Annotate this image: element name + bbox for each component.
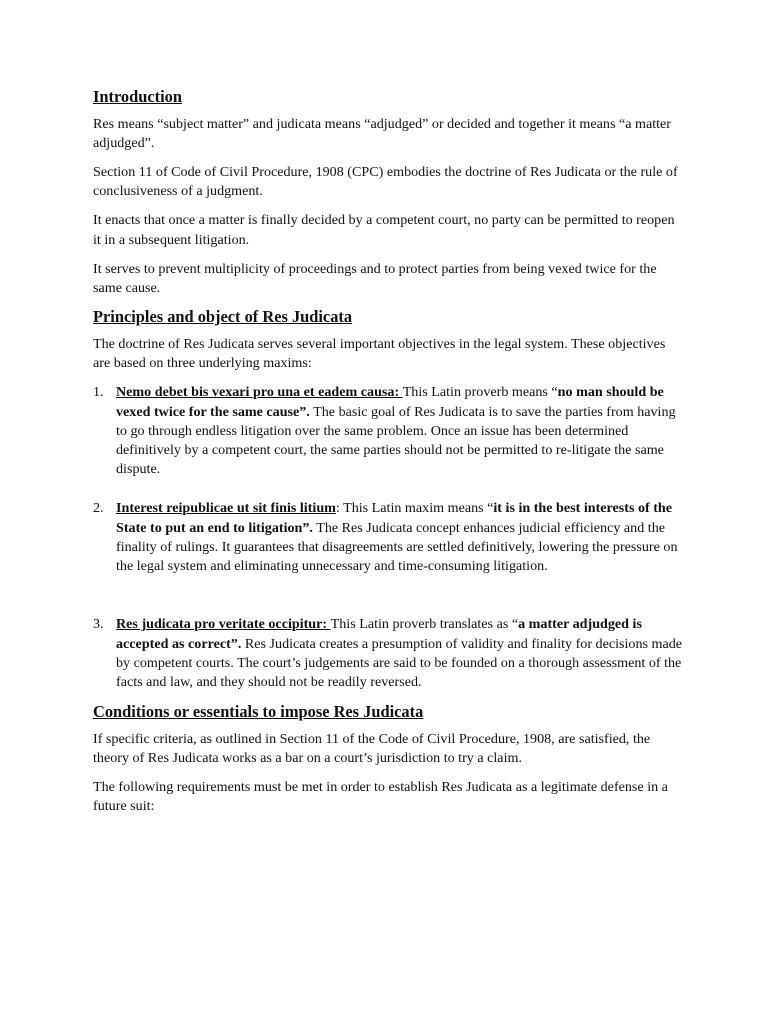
principles-heading: Principles and object of Res Judicata [93, 307, 353, 327]
maxim-meaning: no man should be vexed twice for the same cause”. [116, 384, 664, 420]
maxims-list [93, 383, 683, 692]
maxim-lead: This Latin proverb translates as “ [330, 616, 519, 633]
conditions-heading: Conditions or essentials to impose Res Judicata [93, 701, 424, 721]
intro-paragraph-2: Section 11 of Code of Civil Procedure, 1908 (CPC) embodies the doctrine of Res Judicata or the rule of conclusiveness of a judgment. [93, 164, 678, 200]
maxim-term: Nemo debet bis vexari pro una et eadem causa: [116, 384, 403, 401]
maxim-lead: This Latin proverb means “ [402, 384, 558, 401]
intro-paragraph-1: Res means “subject matter” and judicata means “adjudged” or decided and together it means “a matter adjudged”. [93, 116, 671, 152]
maxim-meaning: it is in the best interests of the State to put an end to litigation”. [116, 500, 673, 536]
maxim-item [93, 499, 683, 576]
document-page [93, 86, 683, 816]
list-number: 1. [93, 384, 104, 401]
list-number: 3. [93, 616, 104, 633]
maxim-body: The Res Judicata concept enhances judicial efficiency and the finality of rulings. It guarantees that disagreements are settled definitively, lowering the pressure on the legal system and eliminating unnecessary and time-consuming litigation. [116, 519, 678, 575]
list-number: 2. [93, 500, 104, 517]
principles-intro: The doctrine of Res Judicata serves several important objectives in the legal system. These objectives are based on three underlying maxims: [93, 336, 666, 372]
conditions-paragraph-2: The following requirements must be met in order to establish Res Judicata as a legitimate defense in a future suit: [93, 778, 668, 815]
maxim-meaning: a matter adjudged is accepted as correct”. [116, 616, 642, 652]
maxim-item [93, 615, 683, 692]
maxim-body: The basic goal of Res Judicata is to save the parties from having to go through endless litigation over the same problem. Once an issue has been determined definitively by a competent court, the same parties should not be permitted to re-litigate the same dispute. [116, 403, 676, 478]
maxim-item [93, 383, 683, 479]
maxim-term: Res judicata pro veritate occipitur: [116, 616, 331, 633]
intro-paragraph-4: It serves to prevent multiplicity of proceedings and to protect parties from being vexed twice for the same cause. [93, 260, 657, 296]
maxim-lead: : This Latin maxim means “ [335, 500, 494, 517]
intro-paragraph-3: It enacts that once a matter is finally decided by a competent court, no party can be permitted to reopen it in a subsequent litigation. [93, 212, 675, 248]
introduction-heading: Introduction [93, 87, 182, 106]
maxim-body: Res Judicata creates a presumption of validity and finality for decisions made by competent courts. The court’s judgements are said to be founded on a thorough assessment of the facts and law, and they should not be readily reversed. [116, 635, 683, 691]
maxim-term: Interest reipublicae ut sit finis litium [116, 500, 336, 517]
conditions-paragraph-1: If specific criteria, as outlined in Section 11 of the Code of Civil Procedure, 1908, are satisfied, the theory of Res Judicata works as a bar on a court’s jurisdiction to try a claim. [93, 730, 651, 766]
